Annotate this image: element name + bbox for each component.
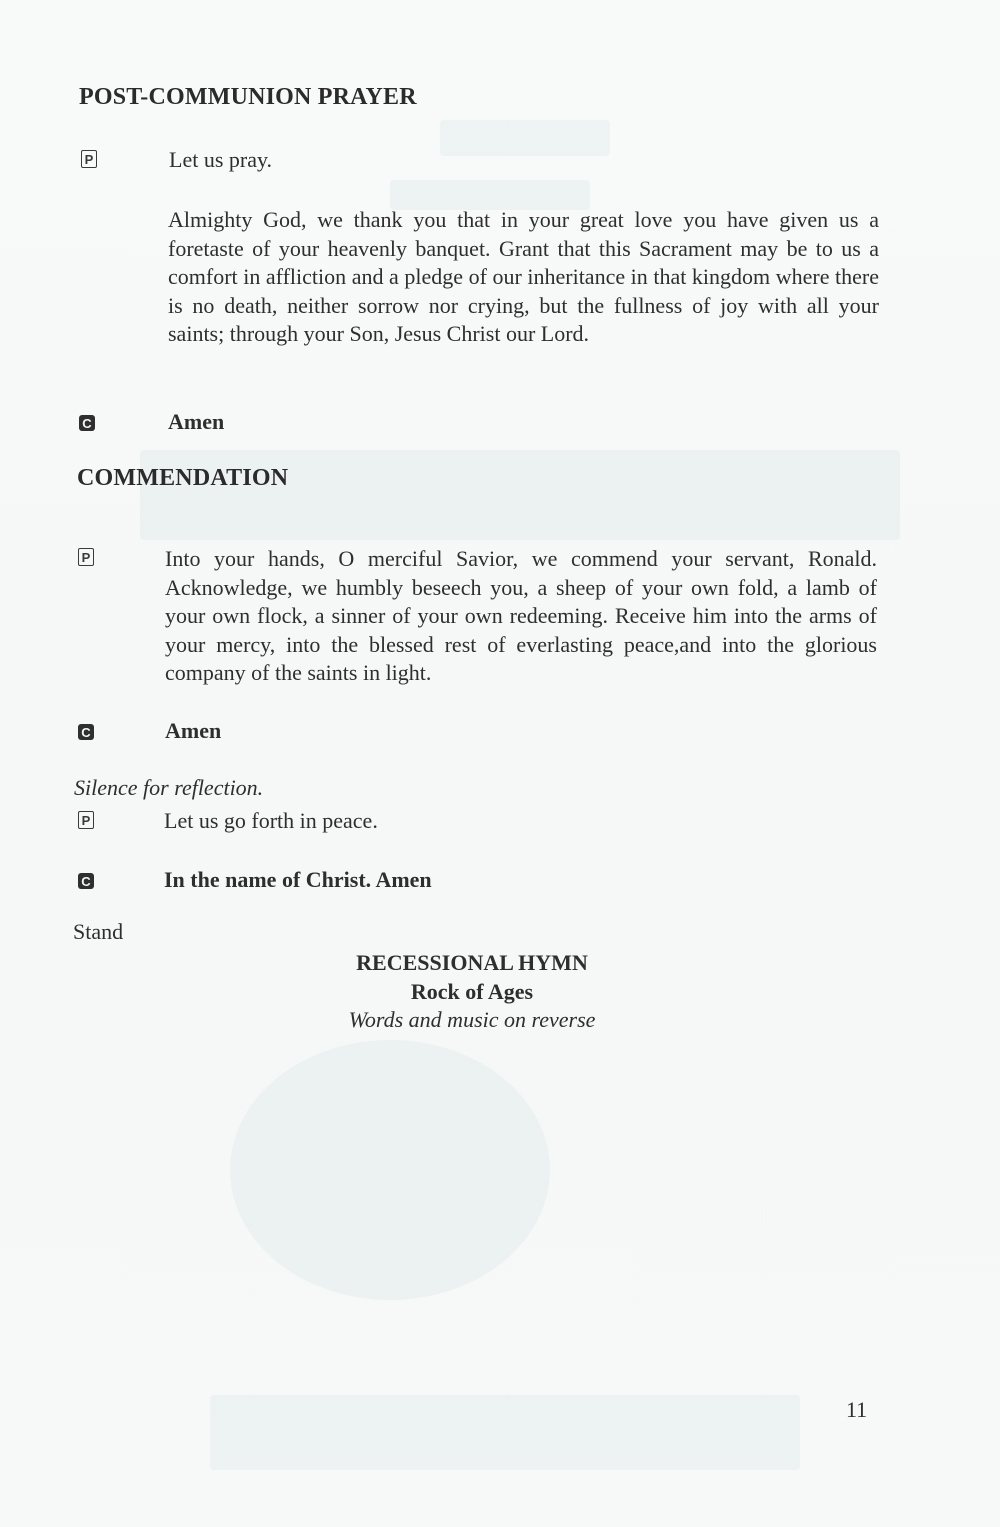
rubric-stand: Stand (73, 919, 124, 944)
pastor-marker-icon: P (81, 150, 97, 168)
post-communion-prayer-text: Almighty God, we thank you that in your great love you have given us a foretaste of your heavenly banquet. Grant that this Sacrament may be to us a comfort in affliction and a pledge of our inheritance in that kingdom where there is no death, neither sorrow nor crying, but the fullness of joy with all your saints; through your Son, Jesus Christ our Lord. (168, 207, 879, 347)
congregation-response: Amen (165, 718, 222, 743)
congregation-response: Amen (168, 409, 225, 434)
section-heading-post-communion: POST-COMMUNION PRAYER (79, 84, 417, 110)
recessional-heading: RECESSIONAL HYMN (356, 950, 588, 975)
commendation-prayer-text: Into your hands, O merciful Savior, we commend your servant, Ronald. Acknowledge, we humbly beseech you, a sheep of your own fold, a lamb of your own flock, a sinner of your own redeeming. Receive him into the arms of your mercy, into the blessed rest of everlasting peace,and into the glorious company of the saints in light. (165, 546, 877, 686)
hymn-title: Rock of Ages (410, 979, 534, 1004)
congregation-marker-icon: C (78, 724, 94, 740)
bleed-through-mark (440, 120, 610, 156)
pastor-marker-icon: P (78, 548, 94, 566)
hymn-note: Words and music on reverse (348, 1007, 596, 1032)
page-number: 11 (846, 1397, 868, 1422)
section-heading-commendation: COMMENDATION (77, 465, 289, 491)
rubric-silence: Silence for reflection. (74, 775, 264, 800)
pastor-invitation: Let us pray. (169, 147, 273, 172)
bleed-through-mark (210, 1395, 800, 1470)
pastor-marker-icon: P (78, 811, 94, 829)
bleed-through-mark (140, 450, 900, 540)
pastor-sending: Let us go forth in peace. (164, 808, 378, 833)
congregation-marker-icon: C (78, 873, 94, 889)
congregation-marker-icon: C (79, 415, 95, 431)
congregation-response: In the name of Christ. Amen (164, 867, 432, 892)
bleed-through-mark (230, 1040, 550, 1300)
